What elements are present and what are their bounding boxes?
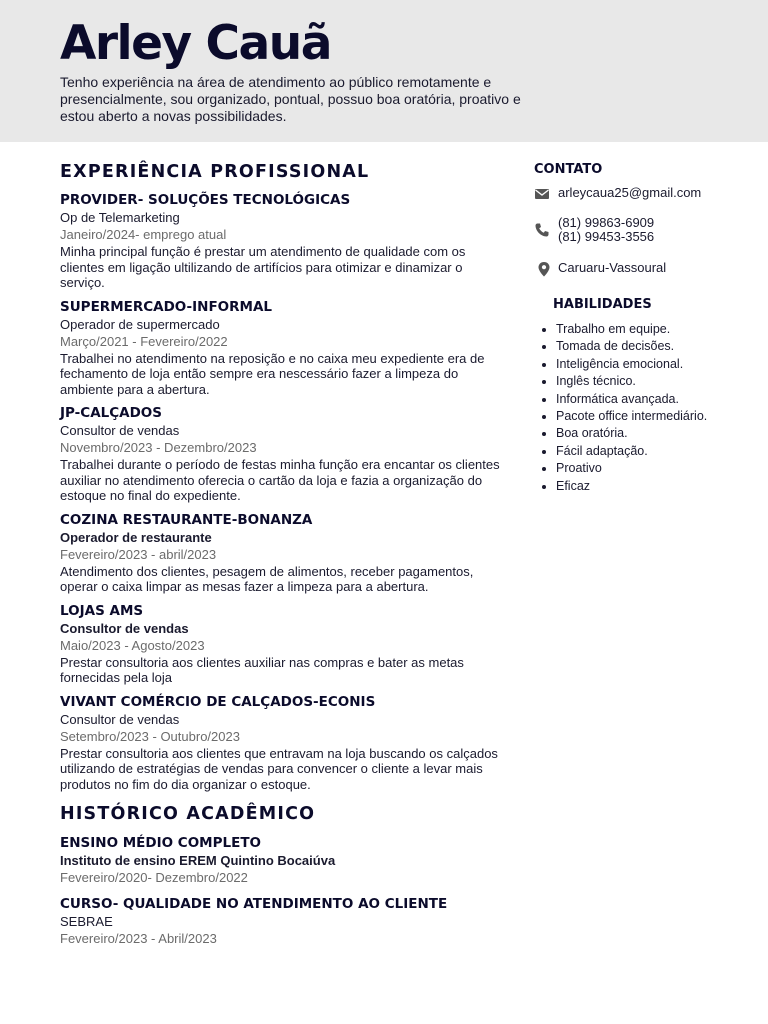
job-date: Novembro/2023 - Dezembro/2023	[60, 440, 257, 455]
job-description: Prestar consultoria aos clientes auxiliar nas compras e bater as metas fornecidas pela loja	[60, 654, 464, 685]
education-entry	[60, 895, 500, 948]
education-institution: SEBRAE	[60, 914, 113, 929]
mail-icon	[534, 186, 550, 202]
job-company: VIVANT COMÉRCIO DE CALÇADOS-ECONIS	[60, 693, 376, 710]
sidebar-column	[534, 160, 754, 495]
education-institution: Instituto de ensino EREM Quintino Bocaiúva	[60, 853, 336, 868]
job-date: Janeiro/2024- emprego atual	[60, 227, 227, 242]
location-pin-icon	[536, 261, 552, 277]
skill-item: • Inteligência emocional.	[556, 356, 754, 373]
skills-list	[534, 321, 754, 495]
job-date: Fevereiro/2023 - abril/2023	[60, 546, 217, 562]
job-description: Prestar consultoria aos clientes que entravam na loja buscando os calçados utilizando de estratégias de vendas para convencer o cliente a levar mais produtos no fim do dia organizar o estoque.	[60, 745, 498, 792]
contact-location-text: Caruaru-Vassoural	[558, 260, 667, 275]
job-role: Consultor de vendas	[60, 423, 180, 438]
education-course: CURSO- QUALIDADE NO ATENDIMENTO AO CLIENTE	[60, 896, 448, 912]
job-date: Setembro/2023 - Outubro/2023	[60, 728, 240, 744]
skill-item: • Tomada de decisões.	[556, 338, 754, 355]
job-role: Operador de restaurante	[60, 529, 212, 545]
job-entry	[60, 693, 500, 793]
job-date: Maio/2023 - Agosto/2023	[60, 637, 205, 653]
education-section	[60, 802, 500, 948]
education-date: Fevereiro/2023 - Abril/2023	[60, 931, 217, 946]
phone-number-2[interactable]: (81) 99453-3556	[558, 229, 655, 244]
skill-item: • Inglês técnico.	[556, 373, 754, 390]
job-company: COZINA RESTAURANTE-BONANZA	[60, 511, 313, 528]
skills-title: HABILIDADES	[553, 297, 652, 312]
job-date: Março/2021 - Fevereiro/2022	[60, 333, 228, 349]
education-entry	[60, 834, 500, 887]
contact-phone	[534, 216, 754, 244]
candidate-name: Arley Cauã	[60, 16, 331, 71]
job-company: SUPERMERCADO-INFORMAL	[60, 298, 273, 315]
contact-email-text[interactable]: arleycaua25@gmail.com	[558, 185, 702, 200]
phone-number-1[interactable]: (81) 99863-6909	[558, 215, 655, 230]
skill-item: • Pacote office intermediário.	[556, 408, 754, 425]
job-role: Operador de supermercado	[60, 316, 220, 332]
phone-icon	[534, 222, 550, 238]
job-entry	[60, 404, 500, 504]
main-column	[60, 160, 500, 948]
experience-section-title: EXPERIÊNCIA PROFISSIONAL	[60, 162, 370, 182]
contact-location	[536, 261, 754, 277]
job-entry	[60, 191, 500, 291]
job-entry	[60, 298, 500, 398]
education-course: ENSINO MÉDIO COMPLETO	[60, 835, 262, 851]
phone-numbers	[558, 216, 654, 244]
contact-email	[534, 186, 754, 202]
job-entry	[60, 602, 500, 686]
job-company: PROVIDER- SOLUÇÕES TECNOLÓGICAS	[60, 192, 351, 208]
skill-item: • Fácil adaptação.	[556, 443, 754, 460]
job-role: Consultor de vendas	[60, 711, 180, 727]
education-date: Fevereiro/2020- Dezembro/2022	[60, 870, 248, 885]
skill-item: • Trabalho em equipe.	[556, 321, 754, 338]
job-description: Minha principal função é prestar um atendimento de qualidade com os clientes em ligação ultilizando de artifícios para otimizar e dinamizar o serviço.	[60, 244, 466, 290]
skill-item: • Proativo	[556, 460, 754, 477]
job-company: JP-CALÇADOS	[60, 405, 163, 421]
skill-item: • Boa oratória.	[556, 425, 754, 442]
skill-item: • Informática avançada.	[556, 391, 754, 408]
education-section-title: HISTÓRICO ACADÊMICO	[60, 804, 316, 824]
job-entry	[60, 511, 500, 595]
contact-title: CONTATO	[534, 162, 603, 177]
header-banner	[0, 0, 768, 142]
profile-summary: Tenho experiência na área de atendimento ao público remotamente e presencialmente, sou organizado, pontual, possuo boa oratória, proativo e estou aberto a novas possibilidades.	[60, 74, 521, 124]
job-company: LOJAS AMS	[60, 602, 144, 619]
job-description: Trabalhei durante o período de festas minha função era encantar os clientes auxiliar no atendimento oferecia o cartão da loja e fazia a organização do estoque no final do expediente.	[60, 457, 500, 503]
job-role: Consultor de vendas	[60, 620, 189, 636]
job-role: Op de Telemarketing	[60, 210, 180, 225]
skill-item: • Eficaz	[556, 478, 754, 495]
job-description: Atendimento dos clientes, pesagem de alimentos, receber pagamentos, operar o caixa limpar as mesas fazer a limpeza para a abertura.	[60, 563, 474, 594]
job-description: Trabalhei no atendimento na reposição e no caixa meu expediente era de fechamento de loja então sempre era nescessário fazer a limpeza do ambiente para a abertura.	[60, 350, 485, 397]
